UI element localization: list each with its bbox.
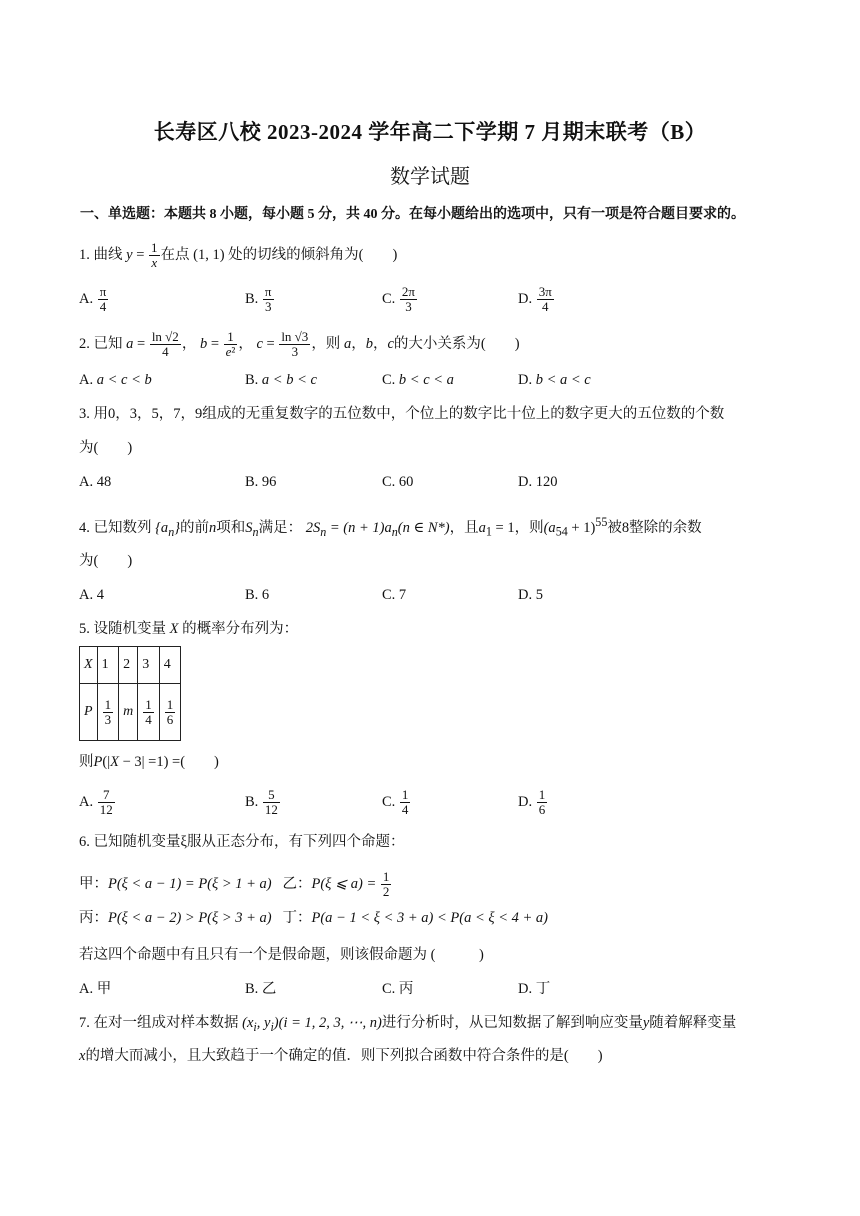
q6-option-d[interactable]: D. 丁	[518, 981, 551, 997]
table-cell: 1	[97, 647, 119, 684]
question-7-line1: 7. 在对一组成对样本数据 ($x_i$, $y_i)(i = 1$, 2, 3, ⋯, n)进行分析时，从已知数据了解到响应变量y随着解释变量	[79, 1015, 737, 1034]
q2-option-b[interactable]: B. a < b < c	[245, 372, 317, 388]
q5-option-c[interactable]: C. $\frac{1}{4}$	[382, 787, 409, 817]
question-6-statements-1: 甲：P(ξ < a − 1) = P(ξ > 1 + a) 乙：P(ξ ⩽ a) = $\frac{1}{2}$	[79, 869, 390, 899]
q6-option-c[interactable]: C. 丙	[382, 981, 414, 997]
q1-option-b[interactable]: B. $\frac{\pi}{3}$	[245, 284, 272, 314]
table-cell: m	[119, 684, 138, 741]
q3-option-a[interactable]: A. 48	[79, 474, 112, 490]
question-4-line1: 4. 已知数列 $\{a_n\}$的前n项和$S_n$满足： $2S_n = (n + 1)a_n(n$ ∈ N*)，且$a_1 = 1$，则$(a_{54} + 1)^{55}$被8整除的余数	[79, 515, 702, 539]
question-1: 1. 曲线 y = $\frac{1}{x}$ 在点 (1, 1) 处的切线的倾斜角为( )	[79, 240, 398, 270]
q4-option-d[interactable]: D. 5	[518, 587, 543, 603]
page-subtitle: 数学试题	[390, 166, 470, 188]
q2-option-a[interactable]: A. a < c < b	[79, 372, 152, 388]
question-6: 6. 已知随机变量ξ服从正态分布，有下列四个命题：	[79, 834, 405, 850]
q4-option-b[interactable]: B. 6	[245, 587, 270, 603]
q5-option-d[interactable]: D. $\frac{1}{6}$	[518, 787, 546, 817]
q6-option-a[interactable]: A. 甲	[79, 981, 112, 997]
q3-option-d[interactable]: D. 120	[518, 474, 558, 490]
q3-option-b[interactable]: B. 96	[245, 474, 277, 490]
q1-option-c[interactable]: C. $\frac{2\pi}{3}$	[382, 284, 415, 314]
question-5-ask: 则P(|X − 3| =1) =( )	[79, 754, 219, 770]
table-cell: $\frac{1}{3}$	[97, 684, 119, 741]
table-cell: P	[80, 684, 98, 741]
q1-option-d[interactable]: D. $\frac{3\pi}{4}$	[518, 284, 552, 314]
q1-option-a[interactable]: A. $\frac{\pi}{4}$	[79, 284, 107, 314]
table-cell: 2	[119, 647, 138, 684]
question-6-ask: 若这四个命题中有且只有一个是假命题，则该假命题为 ( )	[79, 947, 484, 963]
question-5: 5. 设随机变量 X 的概率分布列为：	[79, 621, 299, 637]
question-3-line2: 为( )	[79, 440, 133, 456]
distribution-table	[79, 646, 181, 741]
question-4-line2: 为( )	[79, 553, 133, 569]
question-6-statements-2: 丙：P(ξ < a − 2) > P(ξ > 3 + a) 丁：P(a − 1 < ξ < 3 + a) < P(a < ξ < 4 + a)	[79, 910, 548, 926]
section-heading: 一、单选题：本题共 8 小题，每小题 5 分，共 40 分。在每小题给出的选项中，只有一项是符合题目要求的。	[80, 207, 745, 222]
q2-option-c[interactable]: C. b < c < a	[382, 372, 454, 388]
question-7-line2: x的增大而减小，且大致趋于一个确定的值．则下列拟合函数中符合条件的是( )	[79, 1048, 603, 1064]
page-title: 长寿区八校 2023-2024 学年高二下学期 7 月期末联考（B）	[153, 120, 707, 144]
table-cell: 3	[138, 647, 160, 684]
q4-option-c[interactable]: C. 7	[382, 587, 407, 603]
q5-option-a[interactable]: A. $\frac{7}{12}$	[79, 787, 113, 817]
q6-option-b[interactable]: B. 乙	[245, 981, 277, 997]
q5-option-b[interactable]: B. $\frac{5}{12}$	[245, 787, 278, 817]
question-2: 2. 已知 a = $\frac{\ln √2}{4}$ ， b = $\frac{1}{\text{e²}}$ ， c = $\frac{\ln √3}{3}$ ，则 a，b，c的大小关系为( )	[79, 329, 520, 359]
table-cell: $\frac{1}{6}$	[159, 684, 181, 741]
q2-option-d[interactable]: D. b < a < c	[518, 372, 591, 388]
table-cell: 4	[159, 647, 181, 684]
question-3-line1: 3. 用0，3，5，7，9组成的无重复数字的五位数中，个位上的数字比十位上的数字更大的五位数的个数	[79, 406, 725, 422]
q4-option-a[interactable]: A. 4	[79, 587, 104, 603]
table-cell: $\frac{1}{4}$	[138, 684, 160, 741]
q3-option-c[interactable]: C. 60	[382, 474, 414, 490]
table-cell: X	[80, 647, 98, 684]
